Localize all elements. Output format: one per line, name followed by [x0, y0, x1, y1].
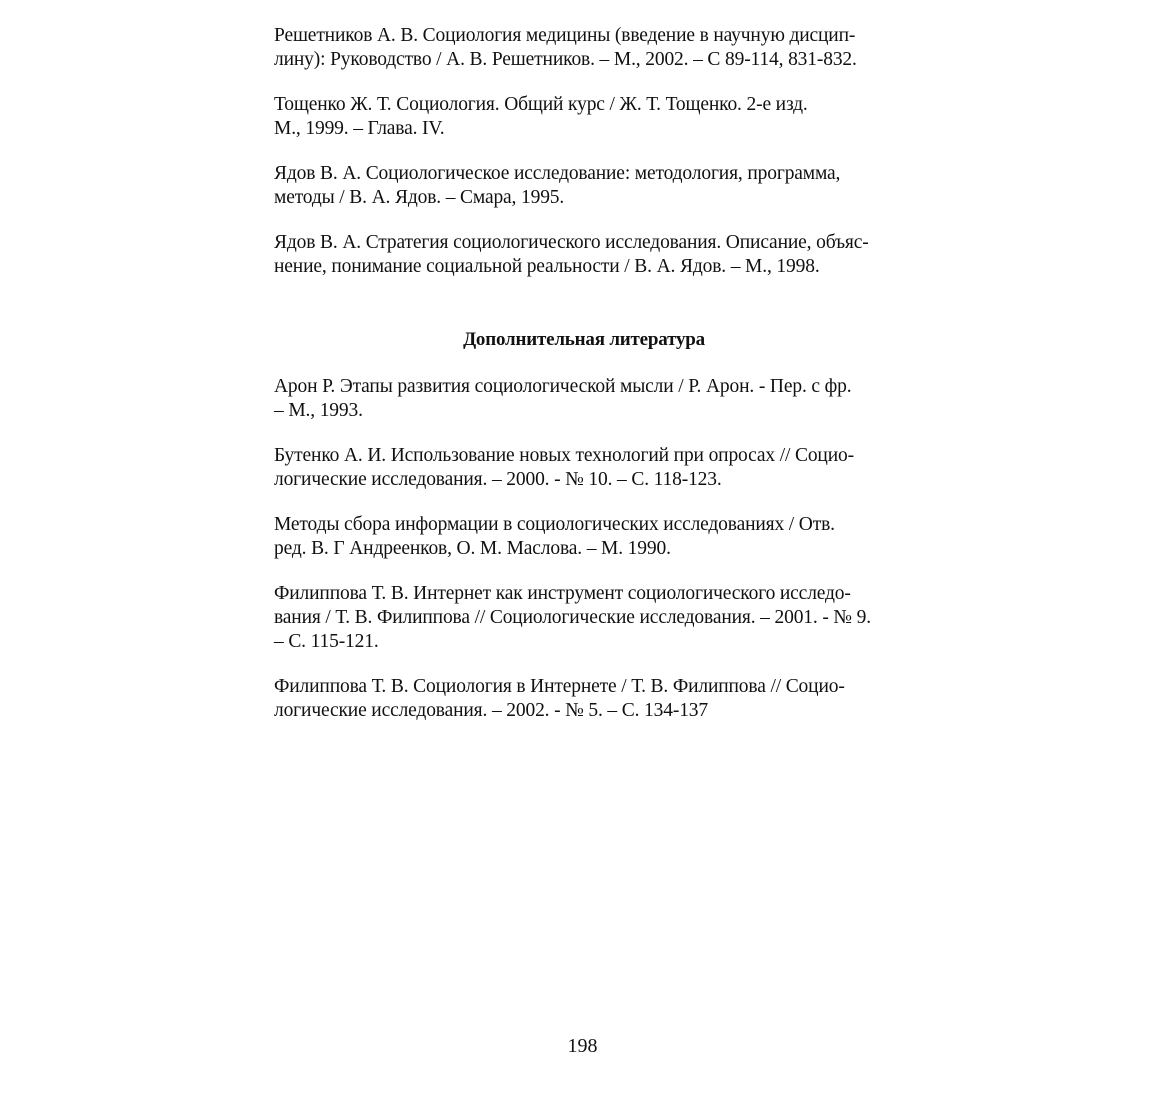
page-body	[256, 24, 912, 744]
main-references	[256, 24, 912, 279]
reference-entry	[256, 444, 912, 492]
reference-line: вания / Т. В. Филиппова // Социологические исследования. – 2001. - № 9.	[274, 607, 871, 628]
reference-line: Филиппова Т. В. Интернет как инструмент социологического исследо-	[274, 583, 851, 604]
reference-entry	[256, 513, 912, 561]
reference-line: Решетников А. В. Социология медицины (введение в научную дисцип-	[274, 25, 856, 46]
reference-entry	[256, 24, 912, 72]
reference-line: ред. В. Г Андреенков, О. М. Маслова. – М. 1990.	[274, 538, 671, 559]
reference-line: Филиппова Т. В. Социология в Интернете / Т. В. Филиппова // Социо-	[274, 676, 845, 697]
reference-entry	[256, 93, 912, 141]
additional-references	[256, 375, 912, 723]
reference-line: Методы сбора информации в социологических исследованиях / Отв.	[274, 514, 835, 535]
reference-line: логические исследования. – 2002. - № 5. – С. 134-137	[274, 700, 708, 721]
reference-line: – М., 1993.	[274, 400, 363, 421]
section-title: Дополнительная литература	[463, 329, 705, 350]
reference-entry	[256, 582, 912, 654]
reference-entry	[256, 231, 912, 279]
reference-line: Тощенко Ж. Т. Социология. Общий курс / Ж. Т. Тощенко. 2-е изд.	[274, 94, 808, 115]
reference-line: Ядов В. А. Стратегия социологического исследования. Описание, объяс-	[274, 232, 869, 253]
reference-entry	[256, 162, 912, 210]
page-number: 198	[567, 1035, 598, 1057]
reference-line: нение, понимание социальной реальности / В. А. Ядов. – М., 1998.	[274, 256, 820, 277]
reference-line: лину): Руководство / А. В. Решетников. – М., 2002. – С 89-114, 831-832.	[274, 49, 857, 70]
reference-line: Арон Р. Этапы развития социологической мысли / Р. Арон. - Пер. с фр.	[274, 376, 852, 397]
reference-line: Бутенко А. И. Использование новых технологий при опросах // Социо-	[274, 445, 854, 466]
reference-line: М., 1999. – Глава. IV.	[274, 118, 445, 139]
reference-line: логические исследования. – 2000. - № 10. – С. 118-123.	[274, 469, 722, 490]
reference-entry	[256, 375, 912, 423]
reference-entry	[256, 675, 912, 723]
reference-line: – С. 115-121.	[274, 631, 379, 652]
reference-line: методы / В. А. Ядов. – Смара, 1995.	[274, 187, 565, 208]
reference-line: Ядов В. А. Социологическое исследование: методология, программа,	[274, 163, 841, 184]
